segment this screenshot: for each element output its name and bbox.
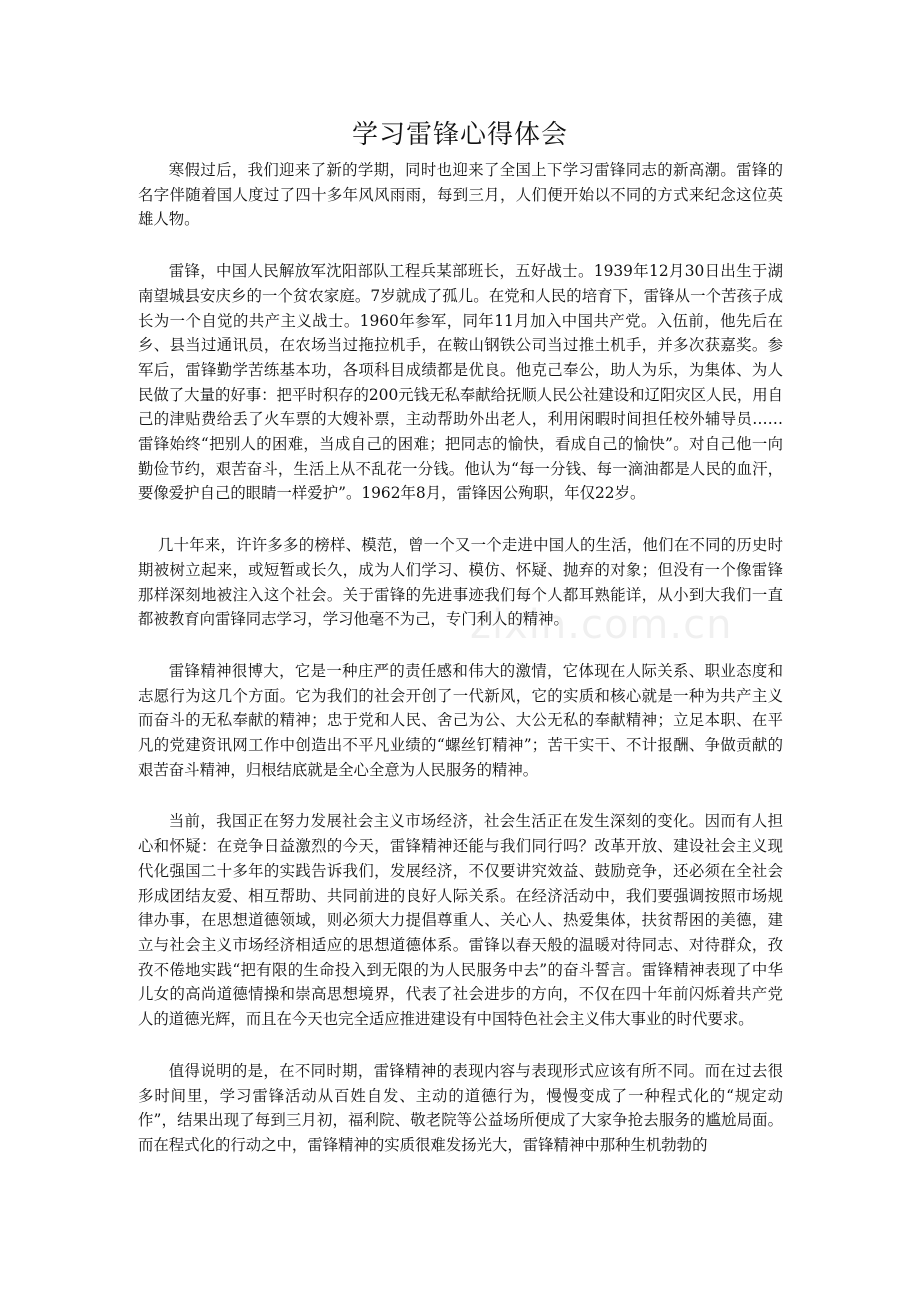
paragraph-4: 雷锋精神很博大，它是一种庄严的责任感和伟大的激情，它体现在人际关系、职业态度和志愿行为这几个方面。它为我们的社会开创了一代新风，它的实质和核心就是一种为共产主义而奋斗的无私奉献的精神；忠于党和人民、舍己为公、大公无私的奉献精神；立足本职、在平凡的党建资讯网工作中创造出不平凡业绩的“螺丝钉精神”；苦干实干、不计报酬、争做贡献的艰苦奋斗精神，归根结底就是全心全意为人民服务的精神。 <box>138 661 783 779</box>
paragraph-1: 寒假过后，我们迎来了新的学期，同时也迎来了全国上下学习雷锋同志的新高潮。雷锋的名字伴随着国人度过了四十多年风风雨雨，每到三月，人们便开始以不同的方式来纪念这位英雄人物。 <box>138 161 783 229</box>
paragraph-3: 几十年来，许许多多的榜样、模范，曾一个又一个走进中国人的生活，他们在不同的历史时期被树立起来，或短暂或长久，成为人们学习、模仿、怀疑、抛弃的对象；但没有一个像雷锋那样深刻地被注入这个社会。关于雷锋的先进事迹我们每个人都耳熟能详，从小到大我们一直都被教育向雷锋同志学习，学习他毫不为己，专门利人的精神。 <box>138 536 783 629</box>
document-body <box>138 158 783 1158</box>
document-title: 学习雷锋心得体会 <box>351 120 568 150</box>
paragraph-2: 雷锋，中国人民解放军沈阳部队工程兵某部班长，五好战士。1939年12月30日出生于湖南望城县安庆乡的一个贫农家庭。7岁就成了孤儿。在党和人民的培育下，雷锋从一个苦孩子成长为一个自觉的共产主义战士。1960年参军，同年11月加入中国共产党。入伍前，他先后在乡、县当过通讯员，在农场当过拖拉机手，在鞍山钢铁公司当过推土机手，并多次获嘉奖。参军后，雷锋勤学苦练基本功，各项科目成绩都是优良。他克己奉公，助人为乐，为集体、为人民做了大量的好事：把平时积存的200元钱无私奉献给抚顺人民公社建设和辽阳灾区人民，用自己的津贴费给丢了火车票的大嫂补票，主动帮助外出老人，利用闲暇时间担任校外辅导员……雷锋始终“把别人的困难，当成自己的困难；把同志的愉快，看成自己的愉快”。对自己他一向勤俭节约，艰苦奋斗，生活上从不乱花一分钱。他认为“每一分钱、每一滴油都是人民的血汗，要像爱护自己的眼睛一样爱护”。1962年8月，雷锋因公殉职，年仅22岁。 <box>138 262 784 503</box>
watermark-text: zixin.com.cn <box>470 602 733 648</box>
paragraph-6: 值得说明的是，在不同时期，雷锋精神的表现内容与表现形式应该有所不同。而在过去很多时间里，学习雷锋活动从百姓自发、主动的道德行为，慢慢变成了一种程式化的“规定动作”，结果出现了每到三月初，福利院、敬老院等公益场所便成了大家争抢去服务的尴尬局面。而在程式化的行动之中，雷锋精神的实质很难发扬光大，雷锋精神中那种生机勃勃的 <box>138 1061 783 1154</box>
paragraph-5: 当前，我国正在努力发展社会主义市场经济，社会生活正在发生深刻的变化。因而有人担心和怀疑：在竞争日益激烈的今天，雷锋精神还能与我们同行吗？改革开放、建设社会主义现代化强国二十多年的实践告诉我们，发展经济，不仅要讲究效益、鼓励竞争，还必须在全社会形成团结友爱、相互帮助、共同前进的良好人际关系。在经济活动中，我们要强调按照市场规律办事，在思想道德领域，则必须大力提倡尊重人、关心人、热爱集体，扶贫帮困的美德，建立与社会主义市场经济相适应的思想道德体系。雷锋以春天般的温暖对待同志、对待群众，孜孜不倦地实践“把有限的生命投入到无限的为人民服务中去”的奋斗誓言。雷锋精神表现了中华儿女的高尚道德情操和崇高思想境界，代表了社会进步的方向，不仅在四十年前闪烁着共产党人的道德光辉，而且在今天也完全适应推进建设有中国特色社会主义伟大事业的时代要求。 <box>138 812 783 1029</box>
